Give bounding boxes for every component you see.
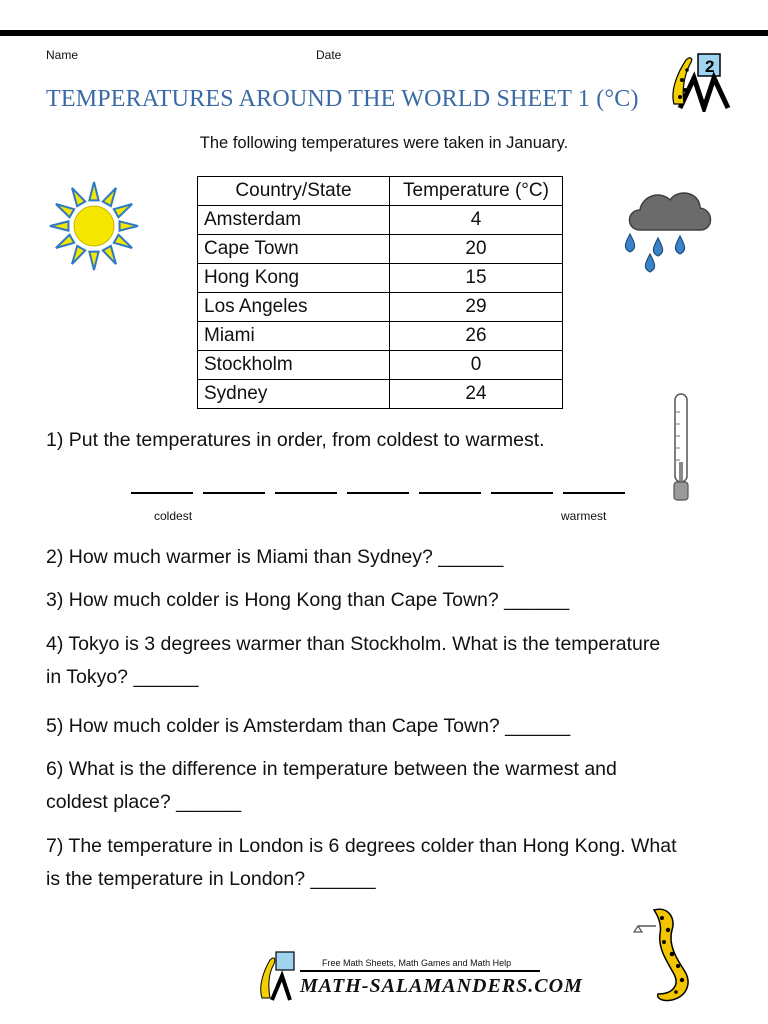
sun-ray	[89, 182, 98, 200]
table-row	[198, 206, 563, 235]
sun-ray	[114, 235, 132, 248]
answer-blank[interactable]	[131, 478, 193, 494]
footer-brand[interactable]: MATH-SALAMANDERS.COM	[300, 975, 583, 997]
answer-blank[interactable]	[491, 478, 553, 494]
table-header-row	[198, 177, 563, 206]
sun-ray	[50, 221, 68, 230]
question-2: 2) How much warmer is Miami than Sydney? ______	[46, 546, 504, 568]
table-row	[198, 264, 563, 293]
worksheet-title: TEMPERATURES AROUND THE WORLD SHEET 1 (°C)	[46, 86, 639, 112]
sun-ray	[89, 252, 98, 270]
row-place: Stockholm	[198, 351, 390, 380]
row-place: Los Angeles	[198, 293, 390, 322]
row-place: Sydney	[198, 380, 390, 409]
table-row	[198, 293, 563, 322]
question-5: 5) How much colder is Amsterdam than Cape Town? ______	[46, 715, 571, 737]
row-temp: 26	[390, 322, 563, 351]
math-salamanders-logo	[660, 50, 740, 112]
question-3: 3) How much colder is Hong Kong than Cape Town? ______	[46, 589, 570, 611]
row-place: Hong Kong	[198, 264, 390, 293]
coldest-label: coldest	[154, 509, 193, 523]
sun-ray	[56, 204, 74, 217]
sun-ray	[56, 235, 74, 248]
row-temp: 0	[390, 351, 563, 380]
sun-disc	[74, 206, 114, 246]
footer-tagline: Free Math Sheets, Math Games and Math Help	[322, 958, 512, 968]
row-temp: 24	[390, 380, 563, 409]
warmest-label: warmest	[561, 509, 607, 523]
temperature-table	[197, 176, 563, 409]
question-7-line-2: is the temperature in London? ______	[46, 868, 376, 890]
row-temp: 20	[390, 235, 563, 264]
header-country: Country/State	[198, 177, 390, 206]
intro-text: The following temperatures were taken in January.	[199, 134, 569, 152]
question-4-line-2: in Tokyo? ______	[46, 666, 199, 688]
row-place: Miami	[198, 322, 390, 351]
sun-ray	[103, 246, 116, 264]
question-4-line-1: 4) Tokyo is 3 degrees warmer than Stockholm. What is the temperature	[46, 633, 661, 655]
answer-blank[interactable]	[419, 478, 481, 494]
question-6-line-1: 6) What is the difference in temperature between the warmest and	[46, 758, 617, 780]
top-rule	[0, 30, 768, 36]
row-temp: 4	[390, 206, 563, 235]
footer-rule	[300, 970, 540, 972]
question-7-line-1: 7) The temperature in London is 6 degrees colder than Hong Kong. What	[46, 835, 677, 857]
answer-blank[interactable]	[563, 478, 625, 494]
sun-ray	[72, 246, 85, 264]
logo-number: 2	[705, 57, 715, 76]
table-row	[198, 322, 563, 351]
sun-icon	[48, 180, 140, 272]
row-place: Cape Town	[198, 235, 390, 264]
date-label: Date	[316, 48, 342, 62]
table-row	[198, 351, 563, 380]
table-row	[198, 380, 563, 409]
sun-ray	[103, 188, 116, 206]
question-1: 1) Put the temperatures in order, from coldest to warmest.	[46, 429, 545, 451]
rain-cloud-icon	[620, 180, 716, 276]
row-place: Amsterdam	[198, 206, 390, 235]
sun-ray	[114, 204, 132, 217]
ordering-blanks[interactable]	[131, 478, 635, 500]
row-temp: 15	[390, 264, 563, 293]
answer-blank[interactable]	[203, 478, 265, 494]
answer-blank[interactable]	[275, 478, 337, 494]
sun-ray	[72, 188, 85, 206]
header-temperature: Temperature (°C)	[390, 177, 563, 206]
sun-ray	[120, 221, 138, 230]
table-row	[198, 235, 563, 264]
salamander-illustration	[632, 904, 712, 1004]
row-temp: 29	[390, 293, 563, 322]
name-label: Name	[46, 48, 79, 62]
question-6-line-2: coldest place? ______	[46, 791, 242, 813]
footer-logo	[250, 950, 300, 1002]
answer-blank[interactable]	[347, 478, 409, 494]
